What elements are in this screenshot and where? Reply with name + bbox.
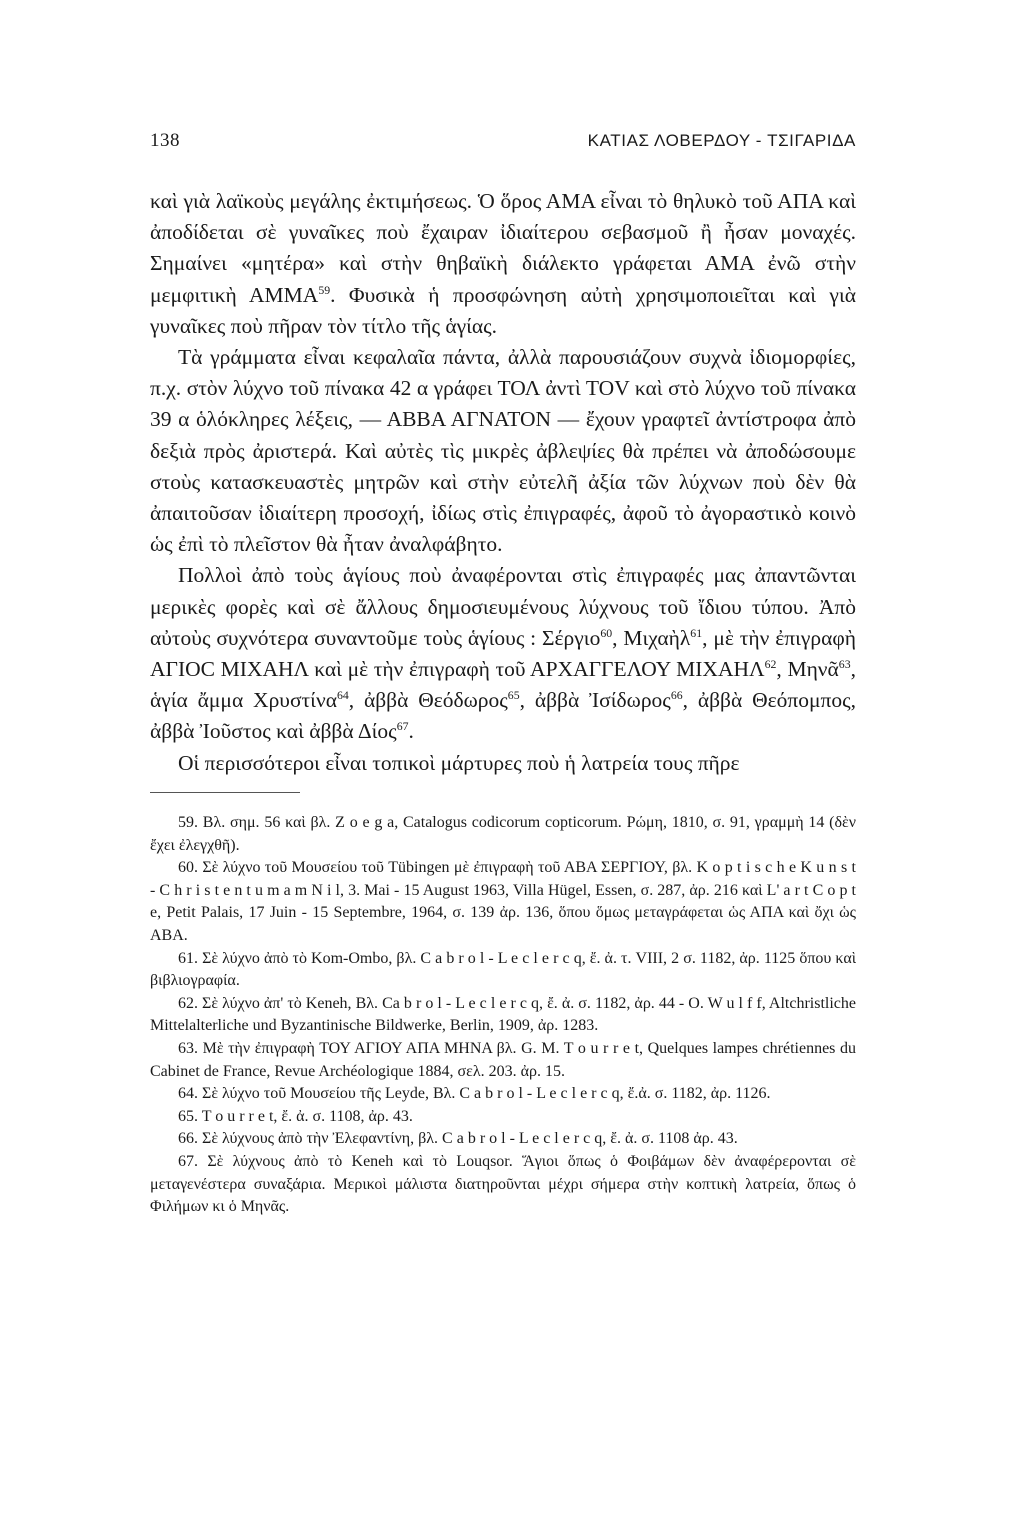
footnote-ref-64: 64 [336, 688, 349, 703]
footnote-ref-62: 62 [764, 656, 777, 671]
footnotes [150, 812, 856, 1219]
footnote-ref-60: 60 [600, 625, 613, 640]
text-run: Τὰ γράμματα εἶναι κεφαλαῖα πάντα, ἀλλὰ παρουσιάζουν συχνὰ ἰδιομορφίες, π.χ. στὸν λύχνο τοῦ πίνακα 42 α γράφει ΤΟΛ ἀντὶ ΤΟV καὶ στὸ λύχνο τοῦ πίνακα 39 α ὁλόκληρες λέξεις, — ΑΒΒΑ ΑΓΝΑΤΟΝ — ἔχουν γραφτεῖ ἀντίστροφα ἀπὸ δεξιὰ πρὸς ἀριστερά. Καὶ αὐτὲς τὶς μικρὲς ἀβλεψίες θὰ πρέπει νὰ ἀποδώσουμε στοὺς κατασκευαστὲς μητρῶν καὶ στὴν εὐτελῆ ἀξία τῶν λύχνων ποὺ δὲν θὰ ἀπαιτοῦσαν ἰδιαίτερη προσοχή, ἰδίως στὶς ἐπιγραφές, ἀφοῦ τὸ ἀγοραστικὸ κοινὸ ὡς ἐπὶ τὸ πλεῖστον θὰ ἦταν ἀναλφάβητο. [150, 345, 856, 557]
footnote-ref-63: 63 [838, 656, 851, 671]
running-head: ΚΑΤΙΑΣ ΛΟΒΕΡΔΟΥ - ΤΣΙΓΑΡΙΔΑ [587, 131, 856, 150]
body-text [150, 186, 856, 779]
text-run: , ἁγία ἄμμα Χρυστίνα [150, 657, 856, 713]
paragraph-1 [150, 186, 856, 342]
text-run: , ἀββὰ Θεόπομπος, ἀββὰ Ἰοῦστος καὶ ἀββὰ Δίος [150, 688, 856, 744]
text-run: Πολλοὶ ἀπὸ τοὺς ἁγίους ποὺ ἀναφέρονται στὶς ἐπιγραφές μας ἀπαντῶνται μερικὲς φορὲς καὶ σὲ ἄλλους δημοσιευμένους λύχνους τοῦ ἴδιου τύπου. Ἀπὸ αὐτοὺς συχνότερα συναντοῦμε τοὺς ἁγίους : Σέργιο [150, 563, 856, 650]
paragraph-4 [150, 748, 856, 779]
footnote-ref-59: 59 [318, 282, 331, 297]
footnote-67: 67. Σὲ λύχνους ἀπὸ τὸ Keneh καὶ τὸ Louqsor. Ἅγιοι ὅπως ὁ Φοιβάμων δὲν ἀναφέρερονται σὲ μεταγενέστερα συναξάρια. Μερικοὶ μάλιστα διατηροῦνται μέχρι σήμερα στὴν κοπτικὴ λατρεία, ὅπως ὁ Φιλήμων κι ὁ Μηνᾶς. [150, 1152, 856, 1216]
text-run: Οἱ περισσότεροι εἶναι τοπικοὶ μάρτυρες ποὺ ἡ λατρεία τους πῆρε [178, 750, 740, 775]
footnote-61: 61. Σὲ λύχνο ἀπὸ τὸ Kom-Ombo, βλ. C a b r o l - L e c l e r c q, ἔ. ἀ. τ. VIII, 2 σ. 1182, ἀρ. 1125 ὅπου καὶ βιβλιογραφία. [150, 949, 856, 990]
footnote-63: 63. Μὲ τὴν ἐπιγραφὴ ΤΟΥ ΑΓΙΟΥ ΑΠΑ ΜΗΝΑ βλ. G. M. T o u r r e t, Quelques lampes chrétiennes du Cabinet de France, Revue Archéologique 1884, σελ. 203. ἀρ. 15. [150, 1039, 856, 1080]
footnote-divider [150, 792, 300, 793]
text-run: , ἀββὰ Θεόδωρος [348, 688, 508, 713]
footnote-ref-67: 67 [396, 719, 409, 734]
text-run: . [408, 719, 414, 744]
text-run: . Φυσικὰ ἡ προσφώνηση αὐτὴ χρησιμοποιεῖται καὶ γιὰ γυναῖκες ποὺ πῆραν τὸν τίτλο τῆς ἁγίας. [150, 282, 856, 338]
paragraph-3 [150, 560, 856, 747]
footnote-ref-61: 61 [690, 625, 703, 640]
footnote-64: 64. Σὲ λύχνο τοῦ Μουσείου τῆς Leyde, Βλ. C a b r o l - L e c l e r c q, ἔ.ἀ. σ. 1182, ἀρ. 1126. [178, 1085, 771, 1103]
page-number: 138 [150, 130, 180, 151]
footnote-66: 66. Σὲ λύχνους ἀπὸ τὴν Ἐλεφαντίνη, βλ. C a b r o l - L e c l e r c q, ἔ. ἀ. σ. 1108 ἀρ. 43. [178, 1130, 738, 1148]
footnote-59: 59. Βλ. σημ. 56 καὶ βλ. Z o e g a, Catalogus codicorum copticorum. Ρώμη, 1810, σ. 91, γραμμὴ 14 (δὲν ἔχει ἐλεγχθῆ). [150, 814, 856, 854]
text-run: , ἀββὰ Ἰσίδωρος [519, 688, 671, 713]
text-run: , Μιχαὴλ [612, 625, 691, 650]
footnote-60: 60. Σὲ λύχνο τοῦ Μουσείου τοῦ Tübingen μὲ ἐπιγραφὴ τοῦ ΑΒΑ ΣΕΡΓΙΟΥ, βλ. K o p t i s c h e K u n s t - C h r i s t e n t u m a m N i l, 3. Mai - 15 August 1963, Villa Hügel, Essen, σ. 287, ἀρ. 216 καὶ L' a r t C o p t e, Petit Palais, 17 Juin - 15 Septembre, 1964, σ. 139 ἀρ. 136, ὅπου ὅμως μεταγράφεται ὡς ΑΠΑ καὶ ὄχι ὡς ΑΒΑ. [150, 859, 856, 944]
footnote-ref-65: 65 [507, 688, 520, 703]
text-run: , μὲ τὴν ἐπιγραφὴ ΑΓΙΟC ΜΙΧΑΗΛ καὶ μὲ τὴν ἐπιγραφὴ τοῦ ΑΡΧΑΓΓΕΛΟΥ ΜΙΧΑΗΛ [150, 625, 857, 682]
footnote-65: 65. T o u r r e t, ἔ. ἀ. σ. 1108, ἀρ. 43. [178, 1107, 413, 1125]
footnote-ref-66: 66 [670, 688, 683, 703]
footnote-62: 62. Σὲ λύχνο ἀπ' τὸ Keneh, Βλ. Ca b r o l - L e c l e r c q, ἔ. ἀ. σ. 1182, ἀρ. 44 - O. W u l f f, Altchristliche Mittelalterliche und Byzantinische Bildwerke, Berlin, 1909, ἀρ. 1283. [150, 994, 856, 1035]
page-header [150, 130, 856, 152]
text-run: καὶ γιὰ λαϊκοὺς μεγάλης ἐκτιμήσεως. Ὁ ὅρος ΑΜΑ εἶναι τὸ θηλυκὸ τοῦ ΑΠΑ καὶ ἀποδίδεται σὲ γυναῖκες ποὺ ἔχαιραν ἰδιαίτερου σεβασμοῦ ἢ ἦσαν μοναχές. Σημαίνει «μητέρα» καὶ στὴν θηβαϊκὴ διάλεκτο γράφεται ΑΜΑ ἐνῶ στὴν μεμφιτικὴ ΑΜΜΑ [150, 189, 856, 307]
paragraph-2 [150, 342, 856, 560]
text-run: , Μηνᾶ [776, 657, 839, 682]
